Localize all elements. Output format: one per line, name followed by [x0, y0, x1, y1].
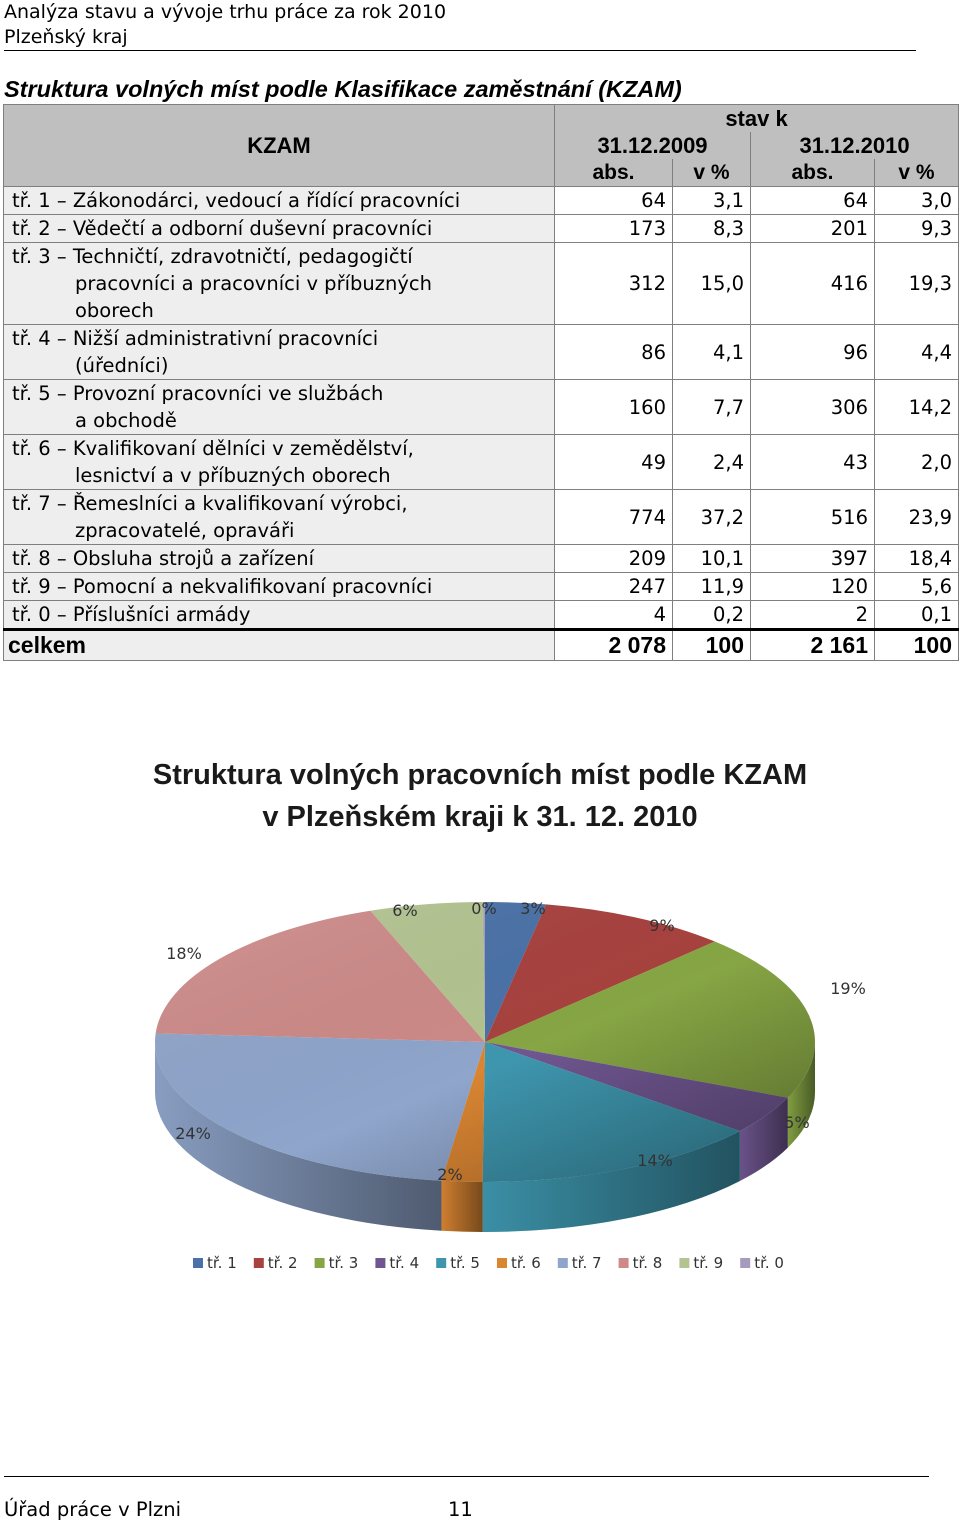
data-label-t-4: 5% — [784, 1113, 810, 1132]
kzam-class-label — [4, 243, 555, 325]
legend-label: tř. 6 — [511, 1254, 541, 1272]
cell-pct-2009: 8,3 — [673, 215, 751, 243]
cell-abs-2009: 4 — [555, 601, 673, 630]
kzam-class-label-line: oborech — [75, 299, 154, 322]
kzam-class-label — [4, 325, 555, 380]
cell-abs-2009: 64 — [555, 187, 673, 215]
legend-swatch — [436, 1258, 446, 1268]
table-row — [4, 490, 959, 545]
kzam-class-label-line: tř. 7 – Řemeslníci a kvalifikovaní výrobci, — [12, 492, 408, 515]
cell-pct-2009: 3,1 — [673, 187, 751, 215]
legend-label: tř. 0 — [754, 1254, 784, 1272]
header-stav-k: stav k — [555, 105, 959, 133]
cell-abs-2010: 516 — [751, 490, 875, 545]
pie-chart — [0, 740, 960, 1300]
data-label-t-0: 0% — [471, 899, 497, 918]
kzam-table — [3, 104, 959, 661]
table-body — [4, 187, 959, 661]
kzam-class-label-line: lesnictví a v příbuzných oborech — [75, 464, 391, 487]
legend-label: tř. 2 — [267, 1254, 298, 1272]
chart-title — [0, 754, 960, 838]
cell-abs-2010: 306 — [751, 380, 875, 435]
cell-abs-2009: 173 — [555, 215, 673, 243]
page-number: 11 — [448, 1498, 473, 1521]
table-row — [4, 243, 959, 325]
legend-swatch — [619, 1258, 629, 1268]
cell-abs-2010: 201 — [751, 215, 875, 243]
data-label-t-9: 6% — [392, 901, 418, 920]
cell-pct-2010: 3,0 — [875, 187, 959, 215]
kzam-class-label-line: tř. 6 – Kvalifikovaní dělníci v zemědělství, — [12, 437, 414, 460]
kzam-class-label-line: (úředníci) — [75, 354, 169, 377]
cell-pct-2009: 15,0 — [673, 243, 751, 325]
cell-pct-2010: 19,3 — [875, 243, 959, 325]
kzam-class-label — [4, 435, 555, 490]
kzam-class-label-line: tř. 9 – Pomocní a nekvalifikovaní pracovníci — [12, 575, 433, 598]
data-label-t-2: 9% — [649, 916, 675, 935]
header-abs-2009: abs. — [555, 159, 673, 187]
legend-label: tř. 8 — [632, 1254, 663, 1272]
pie-side-shade — [441, 1181, 482, 1232]
cell-pct-2009: 0,2 — [673, 601, 751, 630]
table-row — [4, 545, 959, 573]
legend-label: tř. 9 — [693, 1254, 724, 1272]
kzam-class-label-line: tř. 3 – Techničtí, zdravotničtí, pedagogičtí — [12, 245, 413, 268]
legend-swatch — [254, 1258, 264, 1268]
cell-pct-2009: 2,4 — [673, 435, 751, 490]
table-row — [4, 187, 959, 215]
kzam-class-label-line: tř. 2 – Vědečtí a odborní duševní pracovníci — [12, 217, 433, 240]
cell-abs-2010: 43 — [751, 435, 875, 490]
header-date-2009: 31.12.2009 — [555, 132, 751, 159]
cell-abs-2010: 2 — [751, 601, 875, 630]
cell-abs-2009: 312 — [555, 243, 673, 325]
kzam-class-label-line: a obchodě — [75, 409, 177, 432]
kzam-class-label — [4, 215, 555, 243]
total-label: celkem — [4, 630, 555, 661]
table-row — [4, 601, 959, 630]
region-name: Plzeňský kraj — [4, 26, 128, 48]
cell-pct-2009: 4,1 — [673, 325, 751, 380]
cell-abs-2009: 160 — [555, 380, 673, 435]
cell-pct-2009: 7,7 — [673, 380, 751, 435]
chart-title-line-1: Struktura volných pracovních míst podle KZAM — [152, 759, 808, 791]
total-abs-2010: 2 161 — [751, 630, 875, 661]
header-abs-2010: abs. — [751, 159, 875, 187]
legend-label: tř. 5 — [450, 1254, 480, 1272]
kzam-class-label-line: tř. 0 – Příslušníci armády — [12, 603, 251, 626]
cell-pct-2009: 11,9 — [673, 573, 751, 601]
report-title: Analýza stavu a vývoje trhu práce za rok 2010 — [4, 1, 447, 23]
total-pct-2009: 100 — [673, 630, 751, 661]
cell-abs-2010: 96 — [751, 325, 875, 380]
legend-swatch — [740, 1258, 750, 1268]
legend-swatch — [375, 1258, 385, 1268]
cell-abs-2009: 247 — [555, 573, 673, 601]
total-abs-2009: 2 078 — [555, 630, 673, 661]
kzam-class-label — [4, 545, 555, 573]
kzam-class-label — [4, 380, 555, 435]
table-row — [4, 435, 959, 490]
total-row — [4, 630, 959, 661]
header-pct-2009: v % — [673, 159, 751, 187]
kzam-class-label-line: tř. 4 – Nižší administrativní pracovníci — [12, 327, 379, 350]
legend-swatch — [193, 1258, 203, 1268]
header-pct-2010: v % — [875, 159, 959, 187]
cell-abs-2009: 49 — [555, 435, 673, 490]
total-pct-2010: 100 — [875, 630, 959, 661]
chart-title-line-2: v Plzeňském kraji k 31. 12. 2010 — [262, 801, 698, 833]
cell-pct-2010: 2,0 — [875, 435, 959, 490]
table-row — [4, 215, 959, 243]
pie-legend — [193, 1254, 784, 1272]
legend-swatch — [679, 1258, 689, 1268]
data-label-t-5: 14% — [637, 1151, 673, 1170]
kzam-class-label — [4, 573, 555, 601]
legend-label: tř. 7 — [571, 1254, 602, 1272]
data-label-t-7: 24% — [175, 1124, 211, 1143]
legend-label: tř. 1 — [207, 1254, 237, 1272]
kzam-class-label-line: zpracovatelé, opraváři — [75, 519, 295, 542]
kzam-class-label-line: pracovníci a pracovníci v příbuzných — [75, 272, 432, 295]
cell-pct-2010: 9,3 — [875, 215, 959, 243]
header-date-2010: 31.12.2010 — [751, 132, 959, 159]
data-label-t-3: 19% — [830, 979, 866, 998]
kzam-class-label — [4, 490, 555, 545]
cell-pct-2010: 18,4 — [875, 545, 959, 573]
cell-abs-2009: 774 — [555, 490, 673, 545]
kzam-class-label — [4, 601, 555, 630]
pie-top — [155, 902, 815, 1182]
cell-pct-2010: 5,6 — [875, 573, 959, 601]
page-header — [4, 0, 916, 50]
cell-abs-2010: 64 — [751, 187, 875, 215]
cell-abs-2009: 86 — [555, 325, 673, 380]
cell-pct-2009: 37,2 — [673, 490, 751, 545]
data-label-t-8: 18% — [166, 944, 202, 963]
cell-abs-2009: 209 — [555, 545, 673, 573]
legend-swatch — [558, 1258, 568, 1268]
cell-abs-2010: 120 — [751, 573, 875, 601]
footer-office: Úřad práce v Plzni — [4, 1498, 182, 1521]
table-title: Struktura volných míst podle Klasifikace zaměstnání (KZAM) — [4, 76, 682, 102]
table-row — [4, 380, 959, 435]
header-rule — [4, 50, 916, 51]
kzam-class-label-line: tř. 5 – Provozní pracovníci ve službách — [12, 382, 384, 405]
kzam-class-label — [4, 187, 555, 215]
table-row — [4, 573, 959, 601]
legend-label: tř. 4 — [389, 1254, 420, 1272]
data-label-t-6: 2% — [437, 1165, 463, 1184]
legend-swatch — [497, 1258, 507, 1268]
cell-pct-2009: 10,1 — [673, 545, 751, 573]
footer-rule — [4, 1476, 929, 1477]
table-row — [4, 325, 959, 380]
cell-pct-2010: 14,2 — [875, 380, 959, 435]
pie-top-shade — [155, 902, 815, 1182]
kzam-class-label-line: tř. 1 – Zákonodárci, vedoucí a řídící pracovníci — [12, 189, 461, 212]
cell-abs-2010: 416 — [751, 243, 875, 325]
cell-abs-2010: 397 — [751, 545, 875, 573]
data-label-t-1: 3% — [520, 899, 546, 918]
cell-pct-2010: 4,4 — [875, 325, 959, 380]
header-kzam: KZAM — [4, 105, 555, 187]
legend-swatch — [315, 1258, 325, 1268]
kzam-class-label-line: tř. 8 – Obsluha strojů a zařízení — [12, 547, 315, 570]
cell-pct-2010: 23,9 — [875, 490, 959, 545]
cell-pct-2010: 0,1 — [875, 601, 959, 630]
legend-label: tř. 3 — [328, 1254, 359, 1272]
